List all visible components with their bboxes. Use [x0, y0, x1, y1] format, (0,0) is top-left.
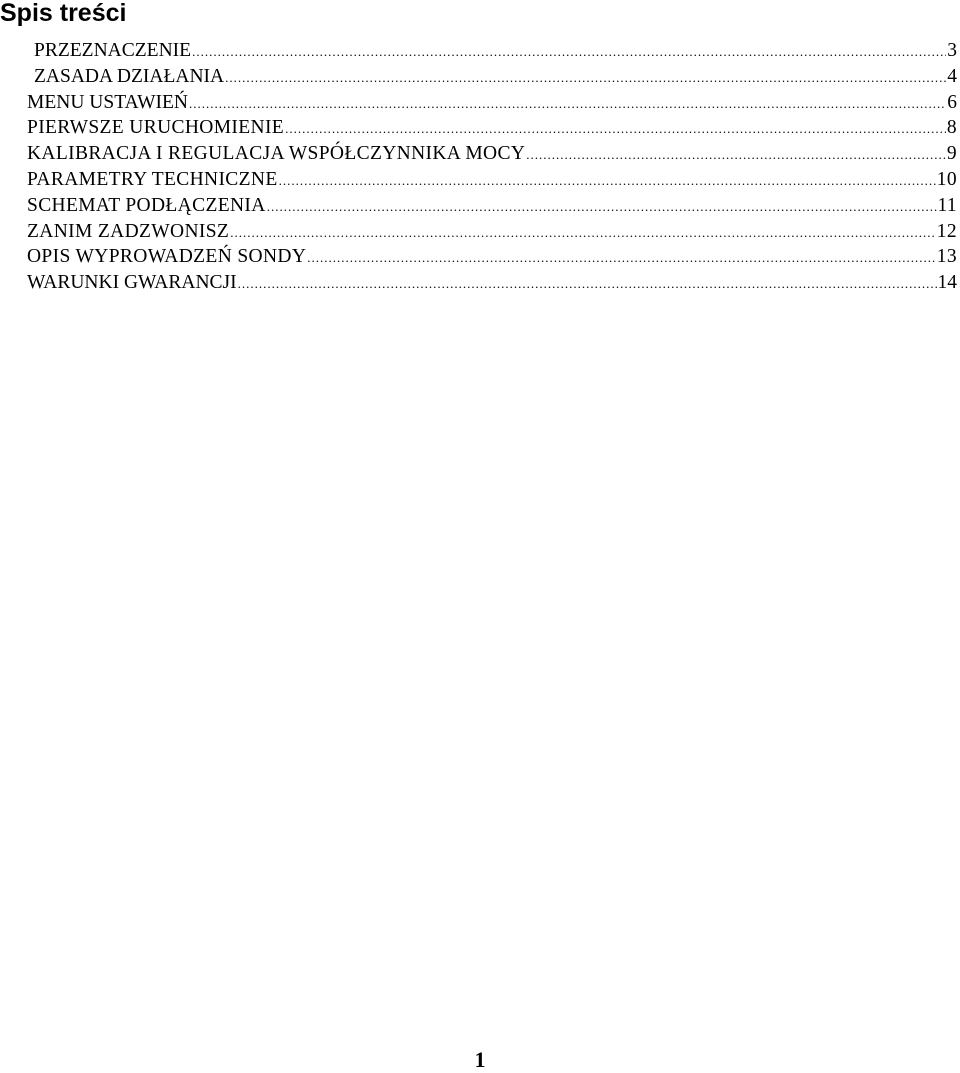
toc-heading: Spis treści [0, 0, 127, 27]
toc-entry-page: 3 [947, 40, 957, 61]
toc-entry-warunki-gwarancji[interactable] [27, 270, 957, 296]
toc-dot-leader [279, 168, 936, 193]
toc-entry-opis-wyprowadzen-sondy[interactable] [27, 244, 957, 270]
toc-entry-title: PARAMETRY TECHNICZNE [27, 168, 278, 190]
toc-entry-title: MENU USTAWIEŃ [27, 91, 188, 113]
toc-entry-przeznaczenie[interactable] [27, 38, 957, 64]
toc-entry-page: 14 [937, 272, 957, 294]
toc-entry-title: PIERWSZE URUCHOMIENIE [27, 117, 285, 139]
toc-entry-zanim-zadzwonisz[interactable] [27, 219, 957, 245]
toc-dot-leader [307, 245, 936, 270]
toc-entry-title: ZANIM ZADZWONISZ [27, 220, 230, 242]
toc-dot-leader [526, 142, 946, 167]
toc-entry-page: 8 [946, 117, 957, 139]
toc-entry-title: KALIBRACJA I REGULACJA WSPÓŁCZYNNIKA MOCY [27, 143, 526, 165]
table-of-contents [27, 38, 957, 296]
toc-entry-page: 11 [937, 194, 957, 216]
toc-entry-page: 9 [946, 143, 957, 165]
toc-entry-parametry-techniczne[interactable] [27, 167, 957, 193]
toc-entry-page: 13 [936, 246, 957, 268]
toc-dot-leader [225, 65, 946, 90]
toc-dot-leader [267, 194, 937, 219]
toc-entry-page: 10 [936, 168, 957, 190]
toc-dot-leader [285, 116, 946, 141]
toc-dot-leader [192, 39, 946, 64]
toc-entry-title: PRZEZNACZENIE [34, 40, 192, 61]
toc-entry-title: OPIS WYPROWADZEŃ SONDY [27, 246, 307, 268]
toc-entry-page: 6 [947, 91, 957, 113]
toc-entry-title: WARUNKI GWARANCJI [27, 272, 237, 294]
toc-dot-leader [230, 220, 936, 245]
toc-dot-leader [238, 271, 937, 296]
toc-entry-pierwsze-uruchomienie[interactable] [27, 115, 957, 141]
toc-entry-page: 12 [936, 220, 957, 242]
toc-entry-schemat-podlaczenia[interactable] [27, 193, 957, 219]
toc-dot-leader [189, 91, 946, 116]
toc-entry-page: 4 [947, 65, 957, 87]
toc-entry-zasada-dzialania[interactable] [27, 64, 957, 90]
toc-entry-title: SCHEMAT PODŁĄCZENIA [27, 194, 266, 216]
page-number: 1 [474, 1047, 486, 1072]
toc-entry-menu-ustawien[interactable] [27, 90, 957, 116]
toc-entry-title: ZASADA DZIAŁANIA [34, 65, 225, 87]
toc-entry-kalibracja[interactable] [27, 141, 957, 167]
